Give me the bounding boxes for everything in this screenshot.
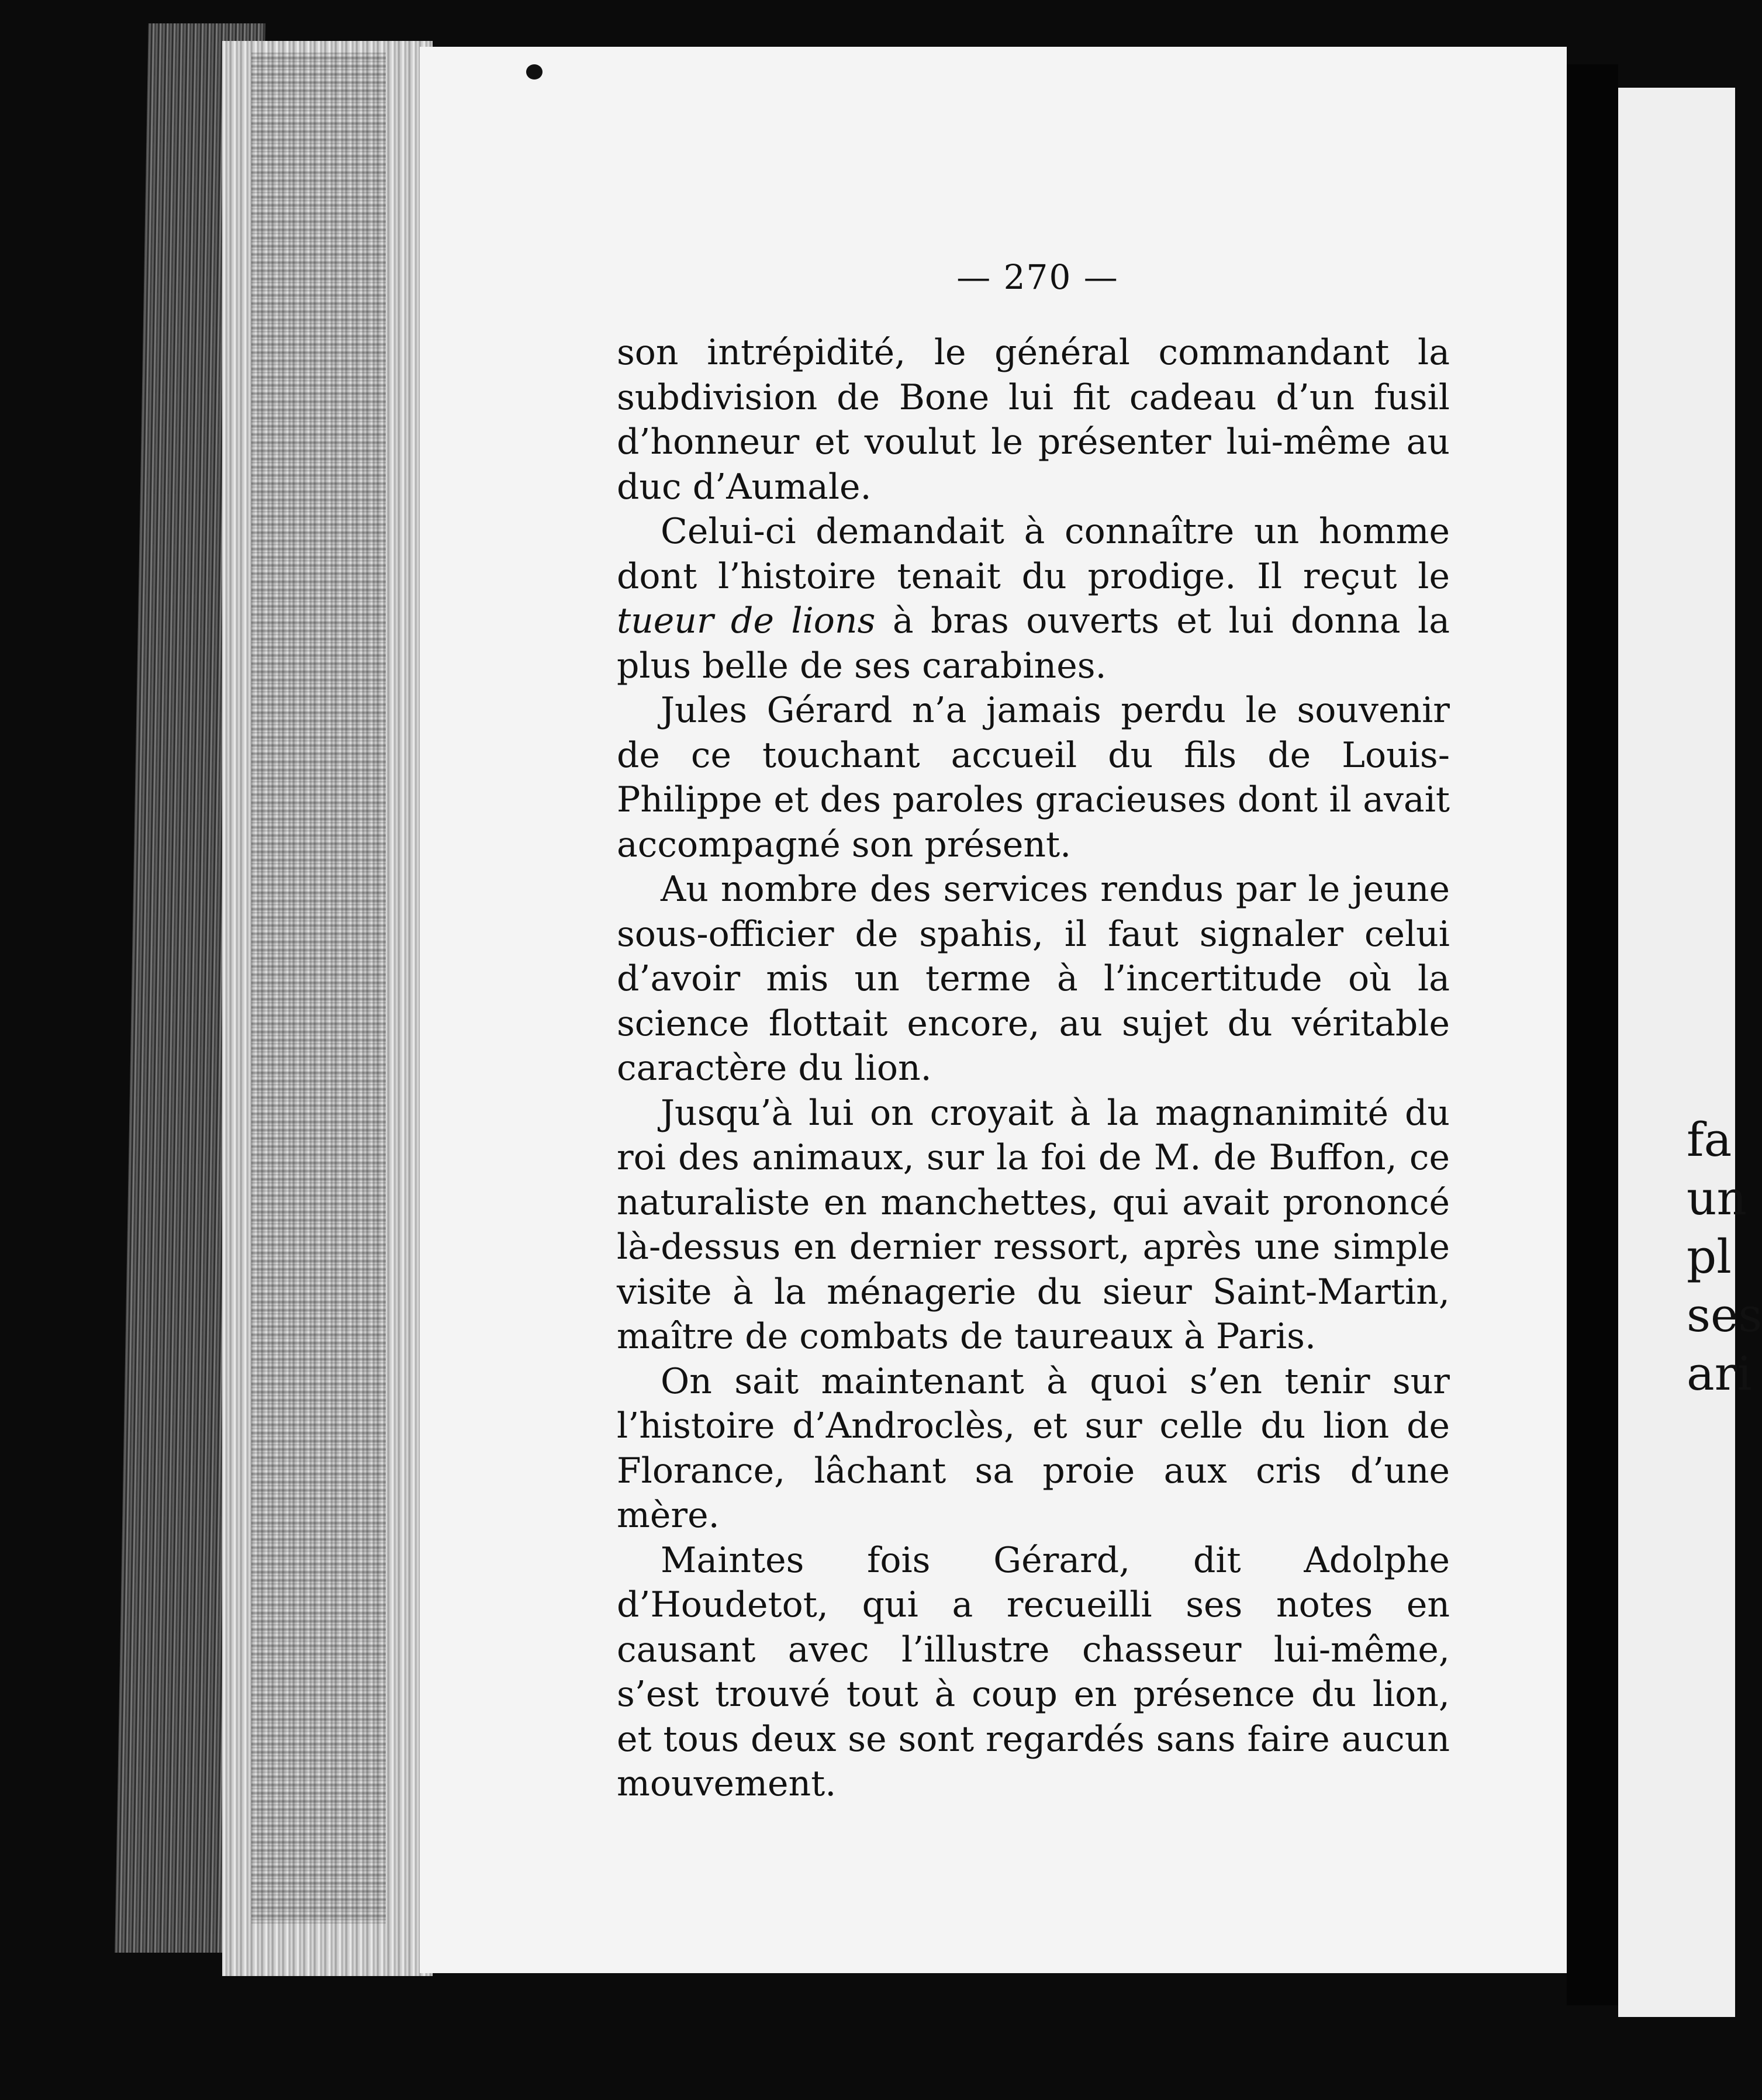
paragraph: Jusqu’à lui on croyait à la magnanimité du roi des animaux, sur la foi de M. de Buffon, ce naturaliste en manchettes, qui avait prononcé là-dessus en dernier ressort, après une simple visite à la ménagerie du sieur Saint-Martin, maître de combats de taureaux à Paris. xyxy=(617,1092,1450,1357)
book-gutter xyxy=(1567,64,1618,2005)
paragraph xyxy=(617,509,1450,688)
paragraph: On sait maintenant à quoi s’en tenir sur l’histoire d’Androclès, et sur celle du lion de Florance, lâchant sa proie aux cris d’une mère. xyxy=(617,1360,1450,1536)
page-stack-shadow xyxy=(251,53,386,1923)
body-text xyxy=(617,330,1450,1807)
paragraph: Maintes fois Gérard, dit Adolphe d’Houdetot, qui a recueilli ses notes en causant avec l’illustre chasseur lui-même, s’est trouvé tout à coup en présence du lion, et tous deux se sont regardés sans faire aucun mouvement. xyxy=(617,1539,1450,1804)
paragraph: son intrépidité, le général commandant la subdivision de Bone lui fit cadeau d’un fusil d’honneur et voulut le présenter lui-même au duc d’Aumale. xyxy=(617,332,1450,507)
next-page-sliver xyxy=(1618,88,1735,2017)
paragraph-text: Celui-ci demandait à connaître un homme dont l’histoire tenait du prodige. Il reçut le xyxy=(617,511,1450,597)
italic-phrase: tueur de lions xyxy=(617,600,876,641)
page-number: — 270 — xyxy=(956,257,1119,297)
paragraph: Jules Gérard n’a jamais perdu le souvenir de ce touchant accueil du fils de Louis-Philippe et des paroles gracieuses dont il avait accompagné son présent. xyxy=(617,690,1450,865)
ink-dot xyxy=(526,64,543,80)
next-page-text-fragment: fa un pl ses ari xyxy=(1687,1113,1762,1401)
paragraph: Au nombre des services rendus par le jeune sous-officier de spahis, il faut signaler celui d’avoir mis un terme à l’incertitude où la science flottait encore, au sujet du véritable caractère du lion. xyxy=(617,869,1450,1089)
paragraph-text: à bras ouverts et lui donna la plus belle de ses carabines. xyxy=(617,600,1450,686)
